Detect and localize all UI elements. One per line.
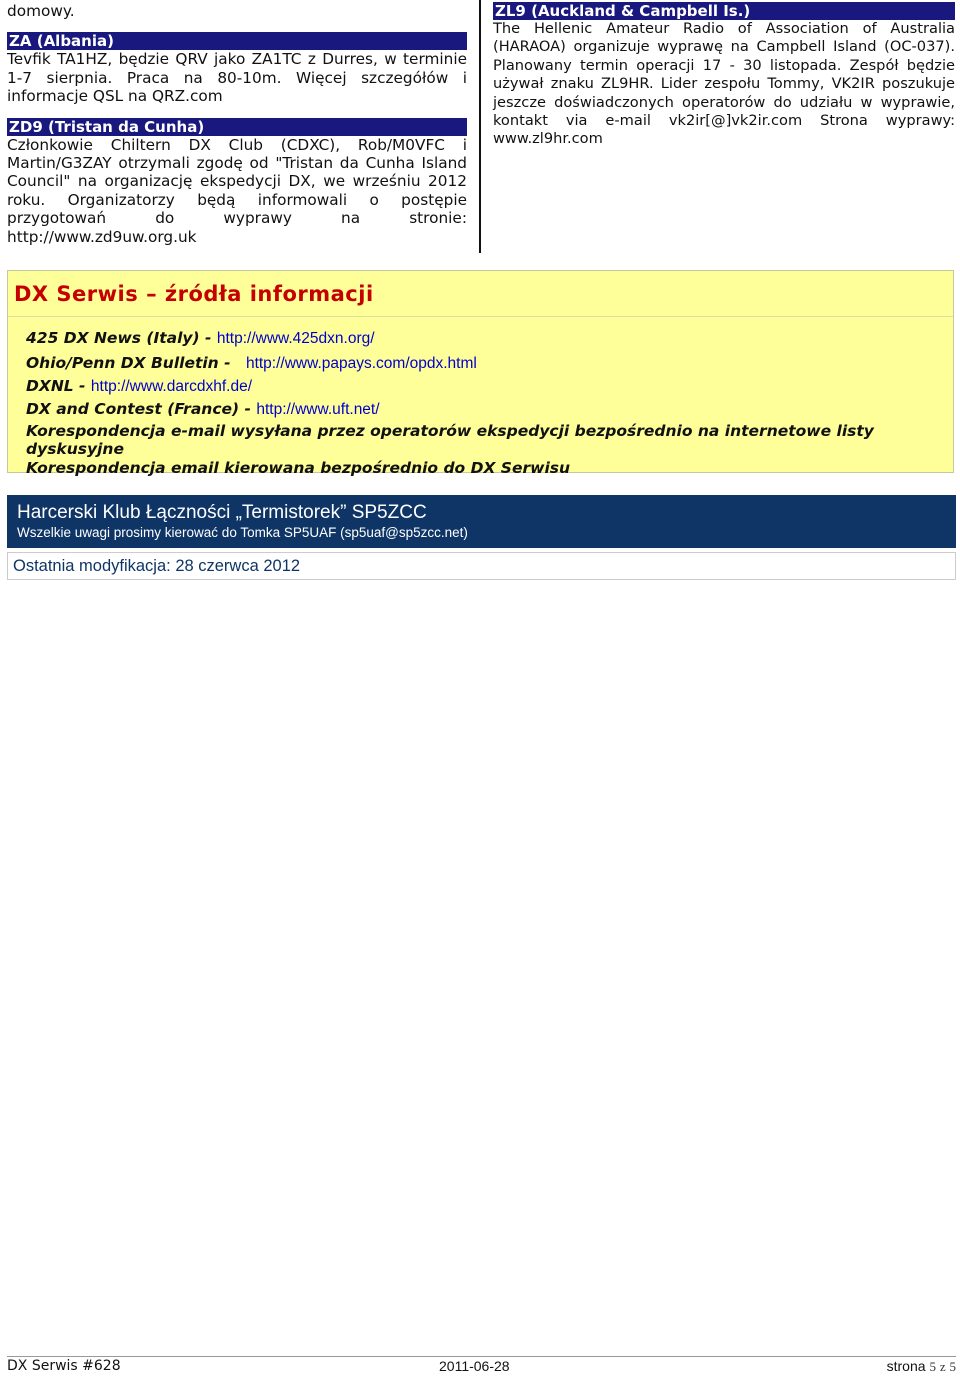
- source-item: [26, 327, 935, 350]
- source-link[interactable]: http://www.uft.net/: [256, 401, 380, 418]
- page-footer: [7, 1357, 956, 1375]
- zd9-text: Członkowie Chiltern DX Club (CDXC), Rob/M0VFC i Martin/G3ZAY otrzymali zgodę od "Tristan da Cunha Island Council" na organizację ekspedycji DX, we wrześniu 2012 roku. Organizatorzy będą informowali o postępie przygotowań do wyprawy na stronie: http://www.zd9uw.org.uk: [7, 135, 467, 246]
- source-label: Ohio/Penn DX Bulletin -: [26, 354, 231, 372]
- footer-date: 2011-06-28: [439, 1358, 510, 1374]
- last-modified: Ostatnia modyfikacja: 28 czerwca 2012: [7, 552, 956, 580]
- column-divider: [479, 0, 481, 253]
- footer-page: [887, 1357, 956, 1376]
- source-link[interactable]: http://www.papays.com/opdx.html: [245, 355, 477, 372]
- source-label: 425 DX News (Italy) -: [26, 329, 212, 347]
- footer-page-label: strona: [886, 1358, 926, 1374]
- footer-page-number: 5: [929, 1359, 936, 1374]
- zl9-text: The Hellenic Amateur Radio of Association of Australia (HARAOA) organizuje wyprawę na Campbell Island (OC-037). Planowany termin operacji 17 - 30 listopada. Zespół będzie używał znaku ZL9HR. Lider zespołu Tommy, VK2IR poszukuje jeszcze doświadczonych operatorów do udziału w wyprawie, kontakt via e-mail vk2ir[@]vk2ir.com Strona wyprawy: www.zl9hr.com: [493, 20, 955, 148]
- source-note: Korespondencja email kierowana bezpośrednio do DX Serwisu: [26, 459, 571, 477]
- source-label: DX and Contest (France) -: [26, 400, 251, 418]
- sources-box: [7, 270, 954, 477]
- zd9-heading: ZD9 (Tristan da Cunha): [7, 118, 467, 136]
- footer-page-total: 5: [949, 1359, 956, 1374]
- intro-text: domowy.: [7, 2, 75, 20]
- left-column: [7, 2, 467, 246]
- footer-issue: DX Serwis #628: [7, 1358, 121, 1374]
- source-link[interactable]: http://www.darcdxhf.de/: [90, 378, 253, 395]
- source-item: [26, 375, 935, 398]
- source-note: Korespondencja e-mail wysyłana przez operatorów ekspedycji bezpośrednio na internetowe listy dyskusyjne: [26, 422, 874, 458]
- sources-list: [8, 317, 953, 478]
- source-link[interactable]: http://www.425dxn.org/: [216, 330, 375, 347]
- zl9-heading: ZL9 (Auckland & Campbell Is.): [493, 2, 955, 20]
- za-text: Tevfik TA1HZ, będzie QRV jako ZA1TC z Durres, w terminie 1-7 sierpnia. Praca na 80-10m. Więcej szczegółów i informacje QSL na QRZ.com: [7, 50, 467, 106]
- source-label: DXNL -: [26, 377, 86, 395]
- za-heading: ZA (Albania): [7, 32, 467, 50]
- club-subtitle: Wszelkie uwagi prosimy kierować do Tomka SP5UAF (sp5uaf@sp5zcc.net): [17, 525, 468, 540]
- club-title: Harcerski Klub Łączności „Termistorek” SP5ZCC: [17, 502, 427, 523]
- footer-page-of: z: [939, 1359, 946, 1374]
- sources-title: DX Serwis – źródła informacji: [8, 271, 953, 317]
- club-banner: [7, 495, 956, 548]
- source-item: [26, 398, 935, 421]
- source-item: [26, 352, 935, 375]
- right-column: [493, 2, 955, 149]
